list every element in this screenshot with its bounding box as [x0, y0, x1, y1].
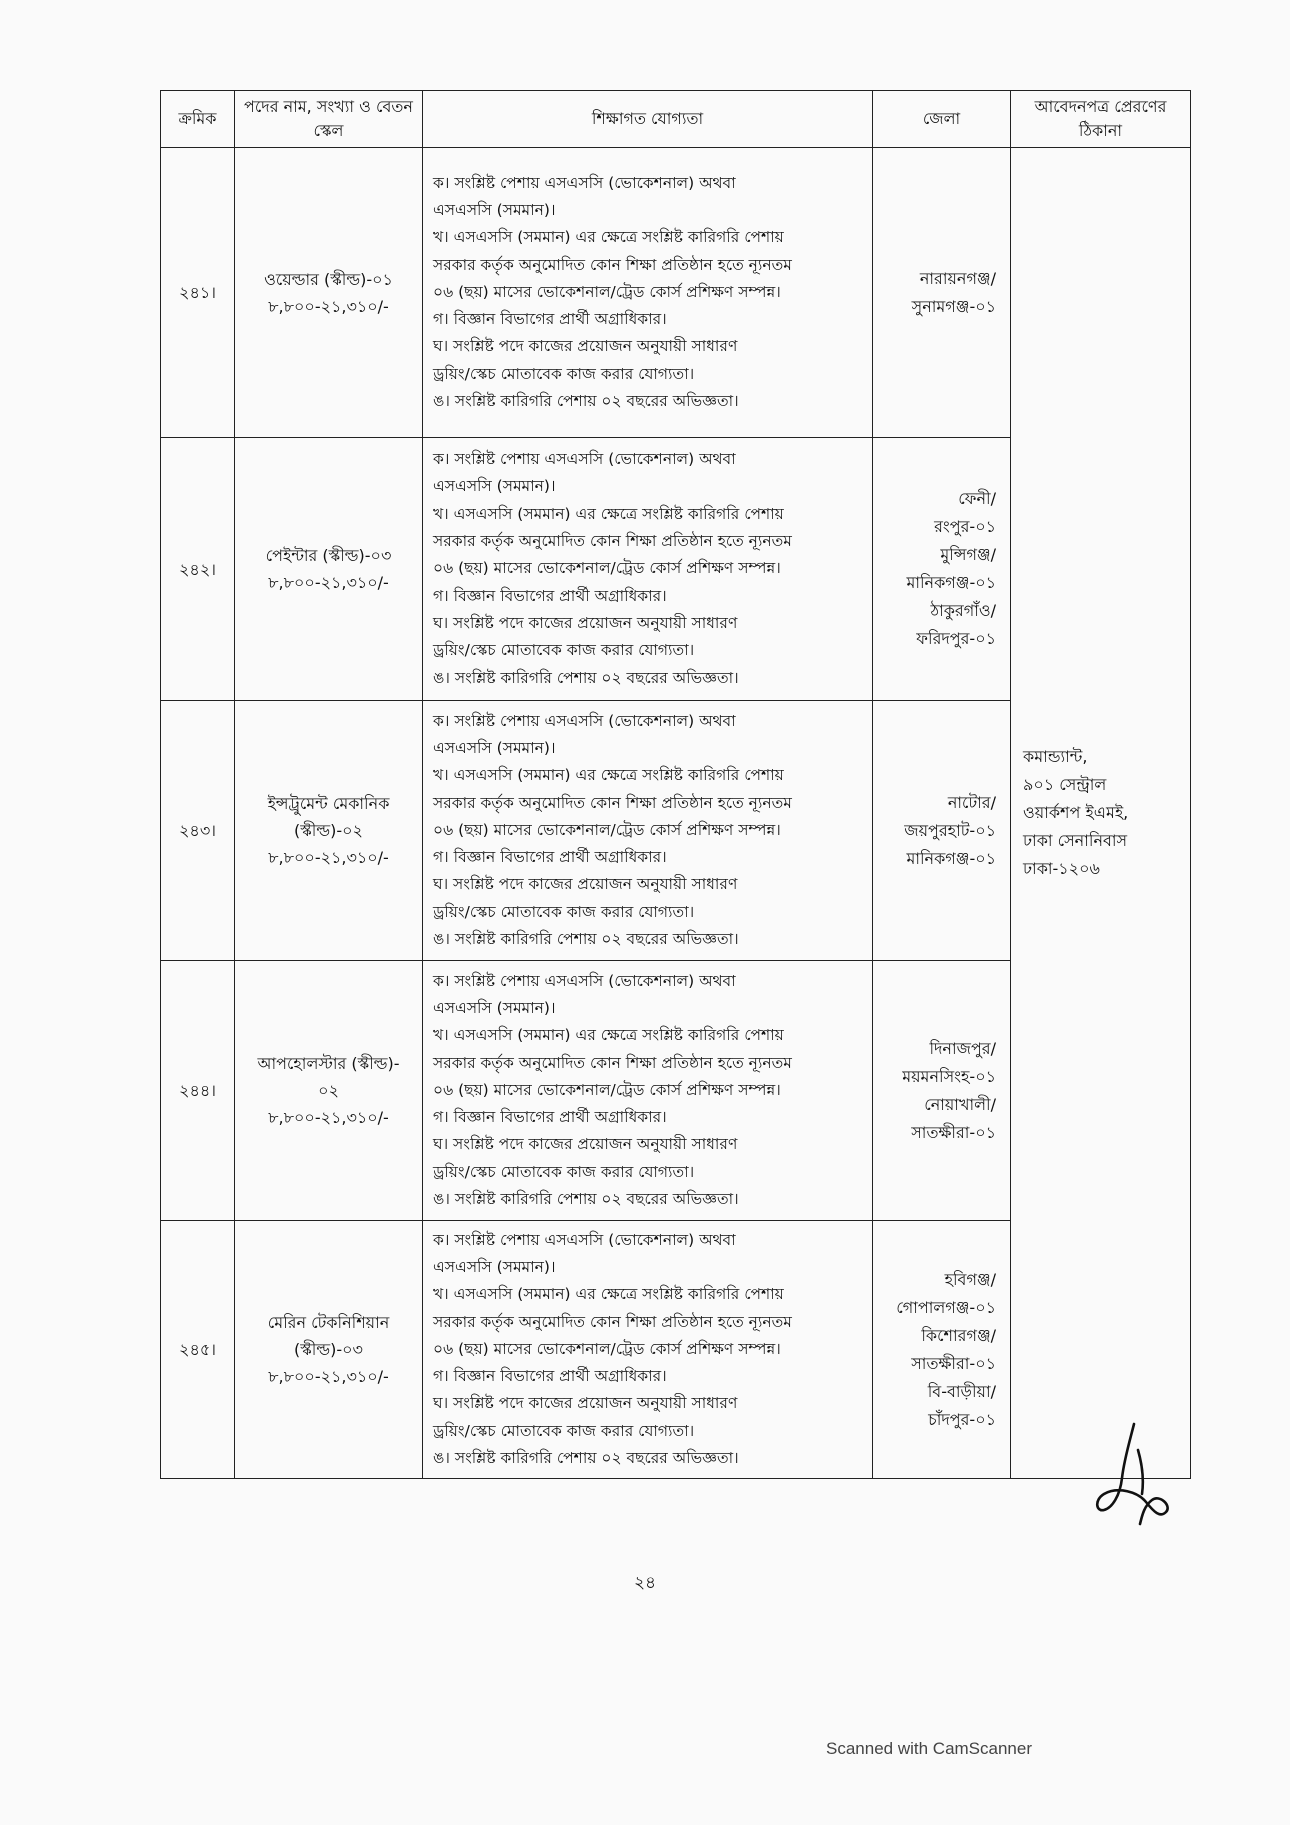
recruitment-table: [160, 90, 1191, 1479]
qualification-line: সরকার কর্তৃক অনুমোদিত কোন শিক্ষা প্রতিষ্ঠান হতে ন্যূনতম: [433, 1312, 792, 1331]
qualification-line: খ। এসএসসি (সমমান) এর ক্ষেত্রে সংশ্লিষ্ট কারিগরি পেশায়: [433, 228, 784, 247]
page-number: ২৪: [633, 1573, 657, 1593]
qualification-cell: [423, 148, 873, 438]
table-row: [161, 148, 1191, 438]
post-line: ৮,৮০০-২১,৩১০/-: [268, 1367, 389, 1386]
post-line: আপহোলস্টার (স্কীল্ড)-: [257, 1054, 400, 1073]
qualification-line: ঘ। সংশ্লিষ্ট পদে কাজের প্রয়োজন অনুযায়ী সাধারণ: [433, 1394, 738, 1413]
qualification-line: খ। এসএসসি (সমমান) এর ক্ষেত্রে সংশ্লিষ্ট কারিগরি পেশায়: [433, 504, 784, 523]
header-serial: ক্রমিক: [161, 91, 235, 148]
qualification-line: সরকার কর্তৃক অনুমোদিত কোন শিক্ষা প্রতিষ্ঠান হতে ন্যূনতম: [433, 1053, 792, 1072]
qualification-line: খ। এসএসসি (সমমান) এর ক্ষেত্রে সংশ্লিষ্ট কারিগরি পেশায়: [433, 766, 784, 785]
serial-cell: ২৪৫।: [161, 1221, 235, 1479]
qualification-line: এসএসসি (সমমান)।: [433, 200, 556, 219]
qualification-line: ০৬ (ছয়) মাসের ভোকেশনাল/ট্রেড কোর্স প্রশিক্ষণ সম্পন্ন।: [433, 820, 781, 839]
qualification-line: ঙ। সংশ্লিষ্ট কারিগরি পেশায় ০২ বছরের অভিজ্ঞতা।: [433, 1449, 739, 1468]
qualification-line: ঘ। সংশ্লিষ্ট পদে কাজের প্রয়োজন অনুযায়ী সাধারণ: [433, 875, 738, 894]
district-line: গোপালগঞ্জ-০১: [896, 1297, 996, 1317]
qualification-line: গ। বিজ্ঞান বিভাগের প্রার্থী অগ্রাধিকার।: [433, 586, 667, 605]
district-line: সাতক্ষীরা-০১: [911, 1122, 996, 1142]
qualification-line: খ। এসএসসি (সমমান) এর ক্ষেত্রে সংশ্লিষ্ট কারিগরি পেশায়: [433, 1026, 784, 1045]
serial-cell: ২৪৩।: [161, 701, 235, 961]
address-cell: [1011, 148, 1191, 1479]
qualification-line: এসএসসি (সমমান)।: [433, 738, 556, 757]
district-line: চাঁদপুর-০১: [928, 1409, 996, 1429]
district-line: নোয়াখালী/: [924, 1094, 996, 1114]
post-cell: [235, 438, 423, 701]
signature-mark: [1090, 1420, 1180, 1530]
qualification-line: ড্রয়িং/স্কেচ মোতাবেক কাজ করার যোগ্যতা।: [433, 1421, 695, 1440]
qualification-line: ঘ। সংশ্লিষ্ট পদে কাজের প্রয়োজন অনুযায়ী সাধারণ: [433, 337, 738, 356]
qualification-line: ঘ। সংশ্লিষ্ট পদে কাজের প্রয়োজন অনুযায়ী সাধারণ: [433, 1135, 738, 1154]
qualification-line: ০৬ (ছয়) মাসের ভোকেশনাল/ট্রেড কোর্স প্রশিক্ষণ সম্পন্ন।: [433, 1080, 781, 1099]
district-line: রংপুর-০১: [934, 517, 996, 536]
qualification-line: ০৬ (ছয়) মাসের ভোকেশনাল/ট্রেড কোর্স প্রশিক্ষণ সম্পন্ন।: [433, 1339, 781, 1358]
post-cell: [235, 961, 423, 1221]
district-cell: [873, 961, 1011, 1221]
district-line: ময়মনসিংহ-০১: [902, 1066, 996, 1086]
post-cell: [235, 148, 423, 438]
district-line: ফেনী/: [958, 489, 996, 508]
header-address: আবেদনপত্র প্রেরণের ঠিকানা: [1011, 91, 1191, 148]
qualification-cell: [423, 438, 873, 701]
qualification-line: ক। সংশ্লিষ্ট পেশায় এসএসসি (ভোকেশনাল) অথবা: [433, 711, 736, 730]
qualification-cell: [423, 961, 873, 1221]
qualification-line: ঙ। সংশ্লিষ্ট কারিগরি পেশায় ০২ বছরের অভিজ্ঞতা।: [433, 392, 739, 411]
district-line: নারায়নগঞ্জ/: [919, 268, 996, 288]
post-line: মেরিন টেকনিশিয়ান: [267, 1313, 390, 1332]
address-line: কমান্ড্যান্ট,: [1023, 747, 1088, 766]
district-line: ঠাকুরগাঁও/: [930, 601, 996, 620]
district-line: দিনাজপুর/: [929, 1038, 996, 1058]
header-district: জেলা: [873, 91, 1011, 148]
post-line: ইন্সট্রুমেন্ট মেকানিক: [267, 794, 390, 813]
post-line: ওয়েল্ডার (স্কীল্ড)-০১: [264, 269, 393, 289]
district-cell: [873, 701, 1011, 961]
qualification-line: ক। সংশ্লিষ্ট পেশায় এসএসসি (ভোকেশনাল) অথবা: [433, 173, 736, 192]
post-line: (স্কীল্ড)-০২: [294, 821, 363, 840]
serial-cell: ২৪২।: [161, 438, 235, 701]
qualification-line: খ। এসএসসি (সমমান) এর ক্ষেত্রে সংশ্লিষ্ট কারিগরি পেশায়: [433, 1285, 784, 1304]
district-line: মানিকগঞ্জ-০১: [906, 573, 996, 592]
qualification-line: গ। বিজ্ঞান বিভাগের প্রার্থী অগ্রাধিকার।: [433, 1367, 667, 1386]
qualification-cell: [423, 1221, 873, 1479]
post-line: ৮,৮০০-২১,৩১০/-: [268, 296, 389, 316]
qualification-line: ড্রয়িং/স্কেচ মোতাবেক কাজ করার যোগ্যতা।: [433, 902, 695, 921]
qualification-line: ক। সংশ্লিষ্ট পেশায় এসএসসি (ভোকেশনাল) অথবা: [433, 971, 736, 990]
qualification-line: সরকার কর্তৃক অনুমোদিত কোন শিক্ষা প্রতিষ্ঠান হতে ন্যূনতম: [433, 255, 792, 274]
qualification-line: ঙ। সংশ্লিষ্ট কারিগরি পেশায় ০২ বছরের অভিজ্ঞতা।: [433, 1190, 739, 1209]
address-line: ঢাকা সেনানিবাস: [1023, 831, 1128, 850]
post-cell: [235, 701, 423, 961]
table-body: [161, 148, 1191, 1479]
qualification-line: গ। বিজ্ঞান বিভাগের প্রার্থী অগ্রাধিকার।: [433, 1108, 667, 1127]
qualification-line: গ। বিজ্ঞান বিভাগের প্রার্থী অগ্রাধিকার।: [433, 310, 667, 329]
qualification-line: এসএসসি (সমমান)।: [433, 998, 556, 1017]
post-line: পেইন্টার (স্কীল্ড)-০৩: [265, 546, 392, 565]
qualification-line: এসএসসি (সমমান)।: [433, 477, 556, 496]
qualification-line: ক। সংশ্লিষ্ট পেশায় এসএসসি (ভোকেশনাল) অথবা: [433, 1230, 736, 1249]
qualification-line: ড্রয়িং/স্কেচ মোতাবেক কাজ করার যোগ্যতা।: [433, 364, 695, 383]
table-header-row: [161, 91, 1191, 148]
district-line: মানিকগঞ্জ-০১: [906, 848, 996, 868]
qualification-cell: [423, 701, 873, 961]
district-line: সাতক্ষীরা-০১: [911, 1353, 996, 1373]
district-cell: [873, 1221, 1011, 1479]
qualification-line: গ। বিজ্ঞান বিভাগের প্রার্থী অগ্রাধিকার।: [433, 848, 667, 867]
post-cell: [235, 1221, 423, 1479]
address-line: ৯০১ সেন্ট্রাল: [1023, 775, 1107, 794]
post-line: ৮,৮০০-২১,৩১০/-: [268, 573, 389, 592]
district-line: সুনামগঞ্জ-০১: [911, 296, 996, 316]
qualification-line: এসএসসি (সমমান)।: [433, 1257, 556, 1276]
post-line: ৮,৮০০-২১,৩১০/-: [268, 848, 389, 867]
qualification-line: ০৬ (ছয়) মাসের ভোকেশনাল/ট্রেড কোর্স প্রশিক্ষণ সম্পন্ন।: [433, 559, 781, 578]
scanner-watermark: Scanned with CamScanner: [826, 1739, 1033, 1758]
qualification-line: ড্রয়িং/স্কেচ মোতাবেক কাজ করার যোগ্যতা।: [433, 1162, 695, 1181]
district-line: ফরিদপুর-০১: [916, 629, 996, 648]
header-qualification: শিক্ষাগত যোগ্যতা: [423, 91, 873, 148]
district-cell: [873, 148, 1011, 438]
district-line: জয়পুরহাট-০১: [904, 820, 996, 840]
header-post: পদের নাম, সংখ্যা ও বেতন স্কেল: [235, 91, 423, 148]
district-line: মুন্সিগঞ্জ/: [940, 545, 996, 564]
district-line: কিশোরগঞ্জ/: [921, 1325, 996, 1345]
serial-cell: ২৪১।: [161, 148, 235, 438]
address-line: ঢাকা-১২০৬: [1023, 859, 1100, 878]
qualification-line: সরকার কর্তৃক অনুমোদিত কোন শিক্ষা প্রতিষ্ঠান হতে ন্যূনতম: [433, 793, 792, 812]
qualification-line: ০৬ (ছয়) মাসের ভোকেশনাল/ট্রেড কোর্স প্রশিক্ষণ সম্পন্ন।: [433, 282, 781, 301]
post-line: ৮,৮০০-২১,৩১০/-: [268, 1108, 389, 1127]
serial-cell: ২৪৪।: [161, 961, 235, 1221]
qualification-line: সরকার কর্তৃক অনুমোদিত কোন শিক্ষা প্রতিষ্ঠান হতে ন্যূনতম: [433, 532, 792, 551]
qualification-line: ঙ। সংশ্লিষ্ট কারিগরি পেশায় ০২ বছরের অভিজ্ঞতা।: [433, 930, 739, 949]
post-line: ০২: [318, 1081, 339, 1100]
qualification-line: ঘ। সংশ্লিষ্ট পদে কাজের প্রয়োজন অনুযায়ী সাধারণ: [433, 613, 738, 632]
post-line: (স্কীল্ড)-০৩: [294, 1340, 363, 1359]
qualification-line: ড্রয়িং/স্কেচ মোতাবেক কাজ করার যোগ্যতা।: [433, 641, 695, 660]
qualification-line: ক। সংশ্লিষ্ট পেশায় এসএসসি (ভোকেশনাল) অথবা: [433, 450, 736, 469]
district-line: নাটোর/: [947, 792, 996, 812]
district-cell: [873, 438, 1011, 701]
district-line: হবিগঞ্জ/: [944, 1269, 996, 1289]
qualification-line: ঙ। সংশ্লিষ্ট কারিগরি পেশায় ০২ বছরের অভিজ্ঞতা।: [433, 668, 739, 687]
district-line: বি-বাড়ীয়া/: [927, 1381, 996, 1401]
address-line: ওয়ার্কশপ ইএমই,: [1023, 803, 1129, 822]
